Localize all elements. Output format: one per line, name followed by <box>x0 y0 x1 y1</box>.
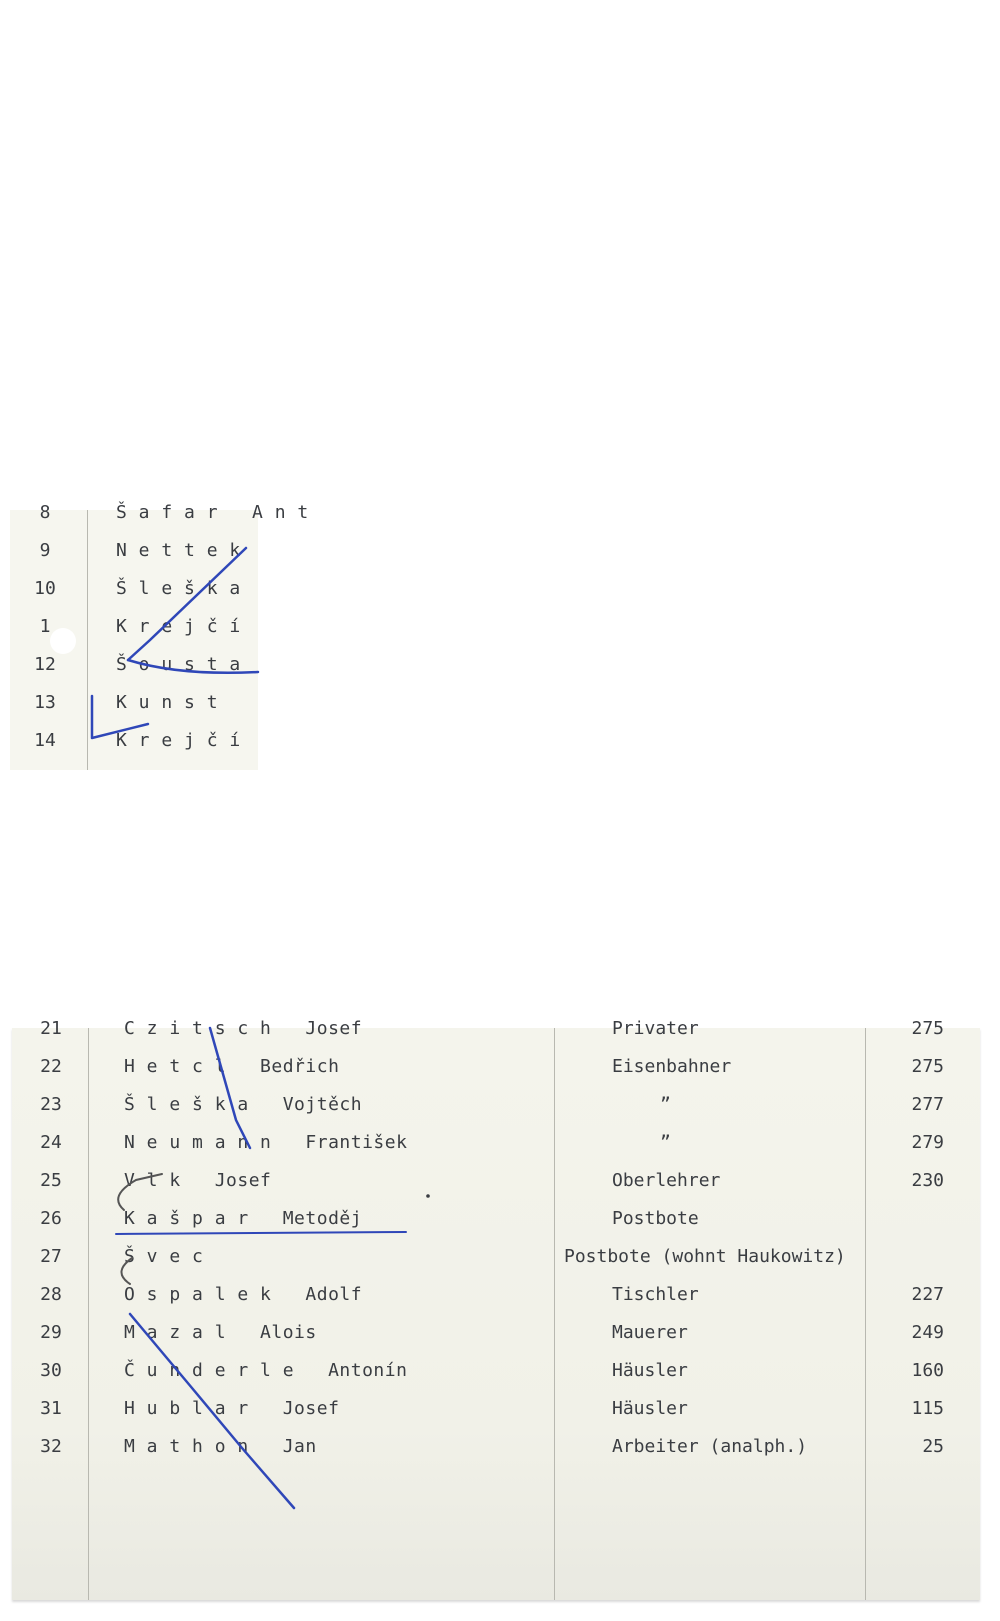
row-number: 28 <box>40 1284 62 1305</box>
table-row <box>10 536 258 566</box>
house-number: 230 <box>911 1170 944 1191</box>
table-row <box>10 688 258 718</box>
occupation: Eisenbahner <box>612 1056 732 1077</box>
row-number: 29 <box>40 1322 62 1343</box>
occupation: ” <box>660 1094 671 1115</box>
person-name: H u b l a r Josef <box>124 1398 340 1419</box>
person-name: Š l e š k a <box>116 578 241 599</box>
occupation: Privater <box>612 1018 699 1039</box>
table-row <box>12 1052 980 1082</box>
row-number: 26 <box>40 1208 62 1229</box>
row-number: 27 <box>40 1246 62 1267</box>
row-number: 23 <box>40 1094 62 1115</box>
house-number: 25 <box>922 1436 944 1457</box>
person-name: K u n s t <box>116 692 219 713</box>
table-row <box>10 650 258 680</box>
table-row <box>12 1318 980 1348</box>
occupation: Häusler <box>612 1360 688 1381</box>
table-row <box>12 1356 980 1386</box>
table-row <box>12 1204 980 1234</box>
row-number: 22 <box>40 1056 62 1077</box>
row-number: 14 <box>34 730 56 751</box>
row-number: 12 <box>34 654 56 675</box>
house-number: 115 <box>911 1398 944 1419</box>
row-number: 1 <box>39 616 51 637</box>
occupation: ” <box>660 1132 671 1153</box>
person-name: K r e j č í <box>116 616 241 637</box>
person-name: M a t h o n Jan <box>124 1436 317 1457</box>
table-row <box>12 1090 980 1120</box>
house-number: 227 <box>911 1284 944 1305</box>
person-name: N e u m a n n František <box>124 1132 408 1153</box>
house-number: 279 <box>911 1132 944 1153</box>
person-name: M a z a l Alois <box>124 1322 317 1343</box>
table-row <box>12 1014 980 1044</box>
occupation: Arbeiter (analph.) <box>612 1436 808 1457</box>
person-name: V l k Josef <box>124 1170 272 1191</box>
occupation: Postbote (wohnt Haukowitz) <box>564 1246 846 1267</box>
row-number: 32 <box>40 1436 62 1457</box>
row-number: 25 <box>40 1170 62 1191</box>
person-name: Š v e c <box>124 1246 204 1267</box>
row-number: 13 <box>34 692 56 713</box>
person-name: O s p a l e k Adolf <box>124 1284 363 1305</box>
row-number: 24 <box>40 1132 62 1153</box>
person-name: H e t c l Bedřich <box>124 1056 340 1077</box>
house-number: 249 <box>911 1322 944 1343</box>
person-name: N e t t e k <box>116 540 241 561</box>
person-name: Š o u s t a <box>116 654 241 675</box>
person-name: Š l e š k a Vojtěch <box>124 1094 363 1115</box>
house-number: 275 <box>911 1056 944 1077</box>
occupation: Tischler <box>612 1284 699 1305</box>
row-number: 30 <box>40 1360 62 1381</box>
table-row <box>12 1394 980 1424</box>
table-row <box>12 1432 980 1462</box>
table-row <box>12 1166 980 1196</box>
table-row <box>10 726 258 756</box>
occupation: Oberlehrer <box>612 1170 721 1191</box>
table-row <box>10 612 258 642</box>
house-number: 275 <box>911 1018 944 1039</box>
row-number: 31 <box>40 1398 62 1419</box>
occupation: Mauerer <box>612 1322 688 1343</box>
table-row <box>12 1280 980 1310</box>
row-number: 9 <box>39 540 51 561</box>
table-row <box>12 1242 980 1272</box>
person-name: C z i t s c h Josef <box>124 1018 363 1039</box>
row-number: 21 <box>40 1018 62 1039</box>
person-name: Š a f a r A n t <box>116 502 309 523</box>
document-fragment-bottom <box>12 1018 980 1600</box>
row-number: 10 <box>34 578 56 599</box>
house-number: 160 <box>911 1360 944 1381</box>
document-fragment-top <box>10 502 309 770</box>
occupation: Postbote <box>612 1208 699 1229</box>
person-name: K a š p a r Metoděj <box>124 1208 363 1229</box>
person-name: Č u n d e r l e Antonín <box>124 1360 408 1381</box>
row-number: 8 <box>39 502 51 523</box>
house-number: 277 <box>911 1094 944 1115</box>
table-row <box>10 498 309 528</box>
table-row <box>10 574 258 604</box>
occupation: Häusler <box>612 1398 688 1419</box>
person-name: K r e j č í <box>116 730 241 751</box>
punch-hole <box>50 628 76 654</box>
table-row <box>12 1128 980 1158</box>
